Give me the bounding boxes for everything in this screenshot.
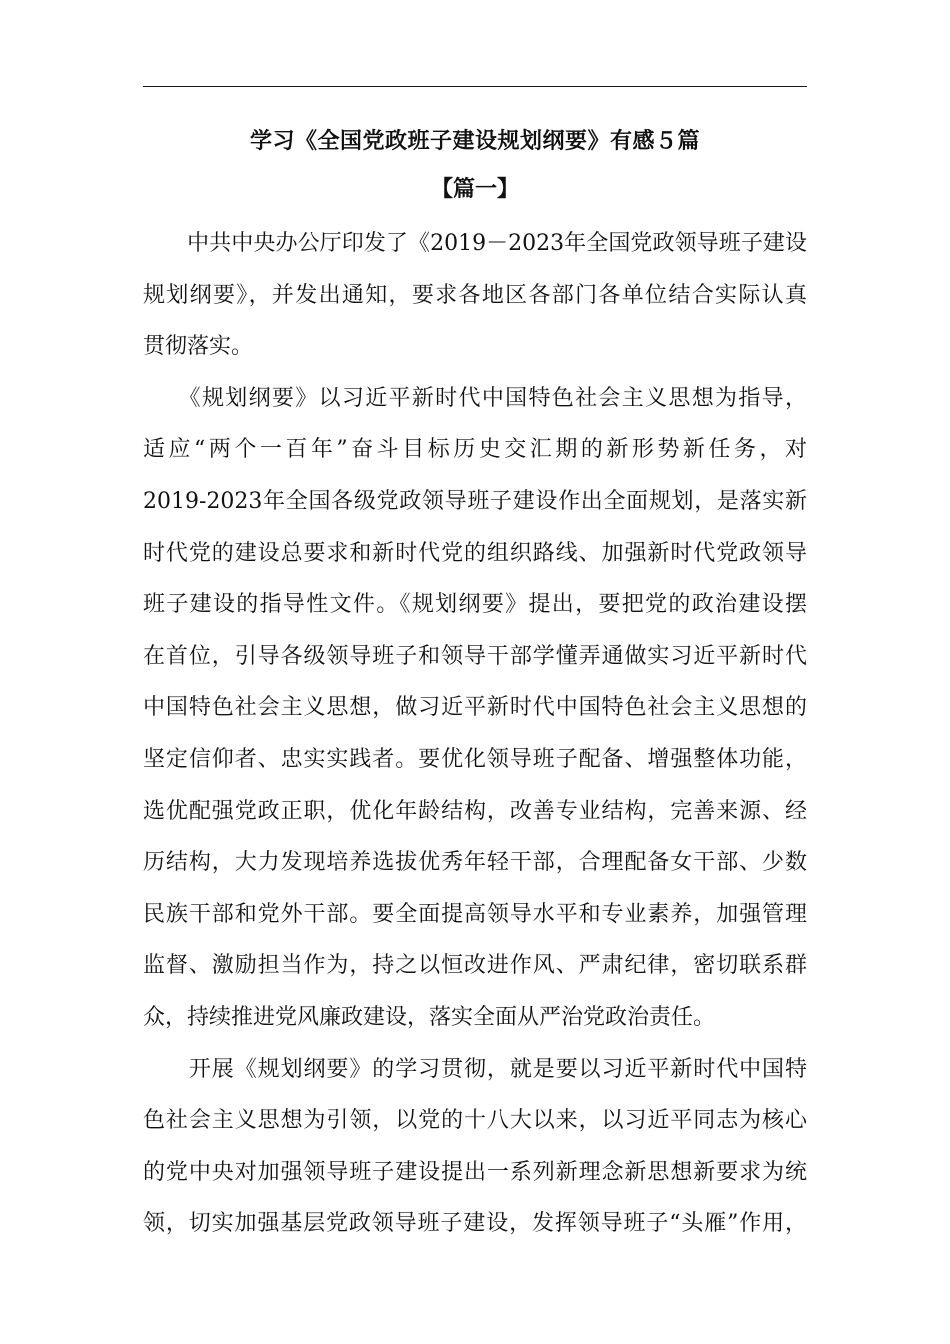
text-line: 开展《规划纲要》的学习贯彻，就是要以习近平新时代中国特 xyxy=(143,1056,807,1082)
text-line: 坚定信仰者、忠实实践者。要优化领导班子配备、增强整体功能， xyxy=(143,746,807,772)
text-line: 历结构，大力发现培养选拔优秀年轻干部，合理配备女干部、少数 xyxy=(143,850,807,876)
text-line: 《规划纲要》以习近平新时代中国特色社会主义思想为指导， xyxy=(143,385,807,411)
text-line: 众，持续推进党风廉政建设，落实全面从严治党政治责任。 xyxy=(143,1004,716,1030)
text-line: 时代党的建设总要求和新时代党的组织路线、加强新时代党政领导 xyxy=(143,540,807,566)
text-line: 领，切实加强基层党政领导班子建设，发挥领导班子“头雁”作用， xyxy=(143,1211,807,1237)
text-line: 适应“两个一百年”奋斗目标历史交汇期的新形势新任务，对 xyxy=(143,437,807,463)
text-line: 2019-2023年全国各级党政领导班子建设作出全面规划，是落实新 xyxy=(143,488,807,514)
text-line: 的党中央对加强领导班子建设提出一系列新理念新思想新要求为统 xyxy=(143,1159,807,1185)
text-line: 班子建设的指导性文件。《规划纲要》提出，要把党的政治建设摆 xyxy=(143,592,807,618)
document-title: 学习《全国党政班子建设规划纲要》有感５篇 xyxy=(249,128,700,154)
text-line: 中国特色社会主义思想，做习近平新时代中国特色社会主义思想的 xyxy=(143,695,807,721)
text-line: 色社会主义思想为引领，以党的十八大以来，以习近平同志为核心 xyxy=(143,1108,807,1134)
text-line: 在首位，引导各级领导班子和领导干部学懂弄通做实习近平新时代 xyxy=(143,643,807,669)
paragraph-3 xyxy=(143,1050,807,1256)
paragraph-2 xyxy=(143,379,807,1050)
text-line: 规划纲要》，并发出通知，要求各地区各部门各单位结合实际认真 xyxy=(143,282,807,308)
text-line: 选优配强党政正职，优化年龄结构，改善专业结构，完善来源、经 xyxy=(143,798,807,824)
paragraph-1 xyxy=(143,224,807,379)
body-text xyxy=(143,224,807,1256)
text-line: 贯彻落实。 xyxy=(143,334,254,360)
text-line: 民族干部和党外干部。要全面提高领导水平和专业素养，加强管理 xyxy=(143,901,807,927)
section-heading: 【篇一】 xyxy=(430,176,519,202)
text-line: 监督、激励担当作为，持之以恒改进作风、严肃纪律，密切联系群 xyxy=(143,953,807,979)
header-rule xyxy=(143,86,807,87)
text-line: 中共中央办公厅印发了《2019－2023年全国党政领导班子建设 xyxy=(143,231,807,256)
